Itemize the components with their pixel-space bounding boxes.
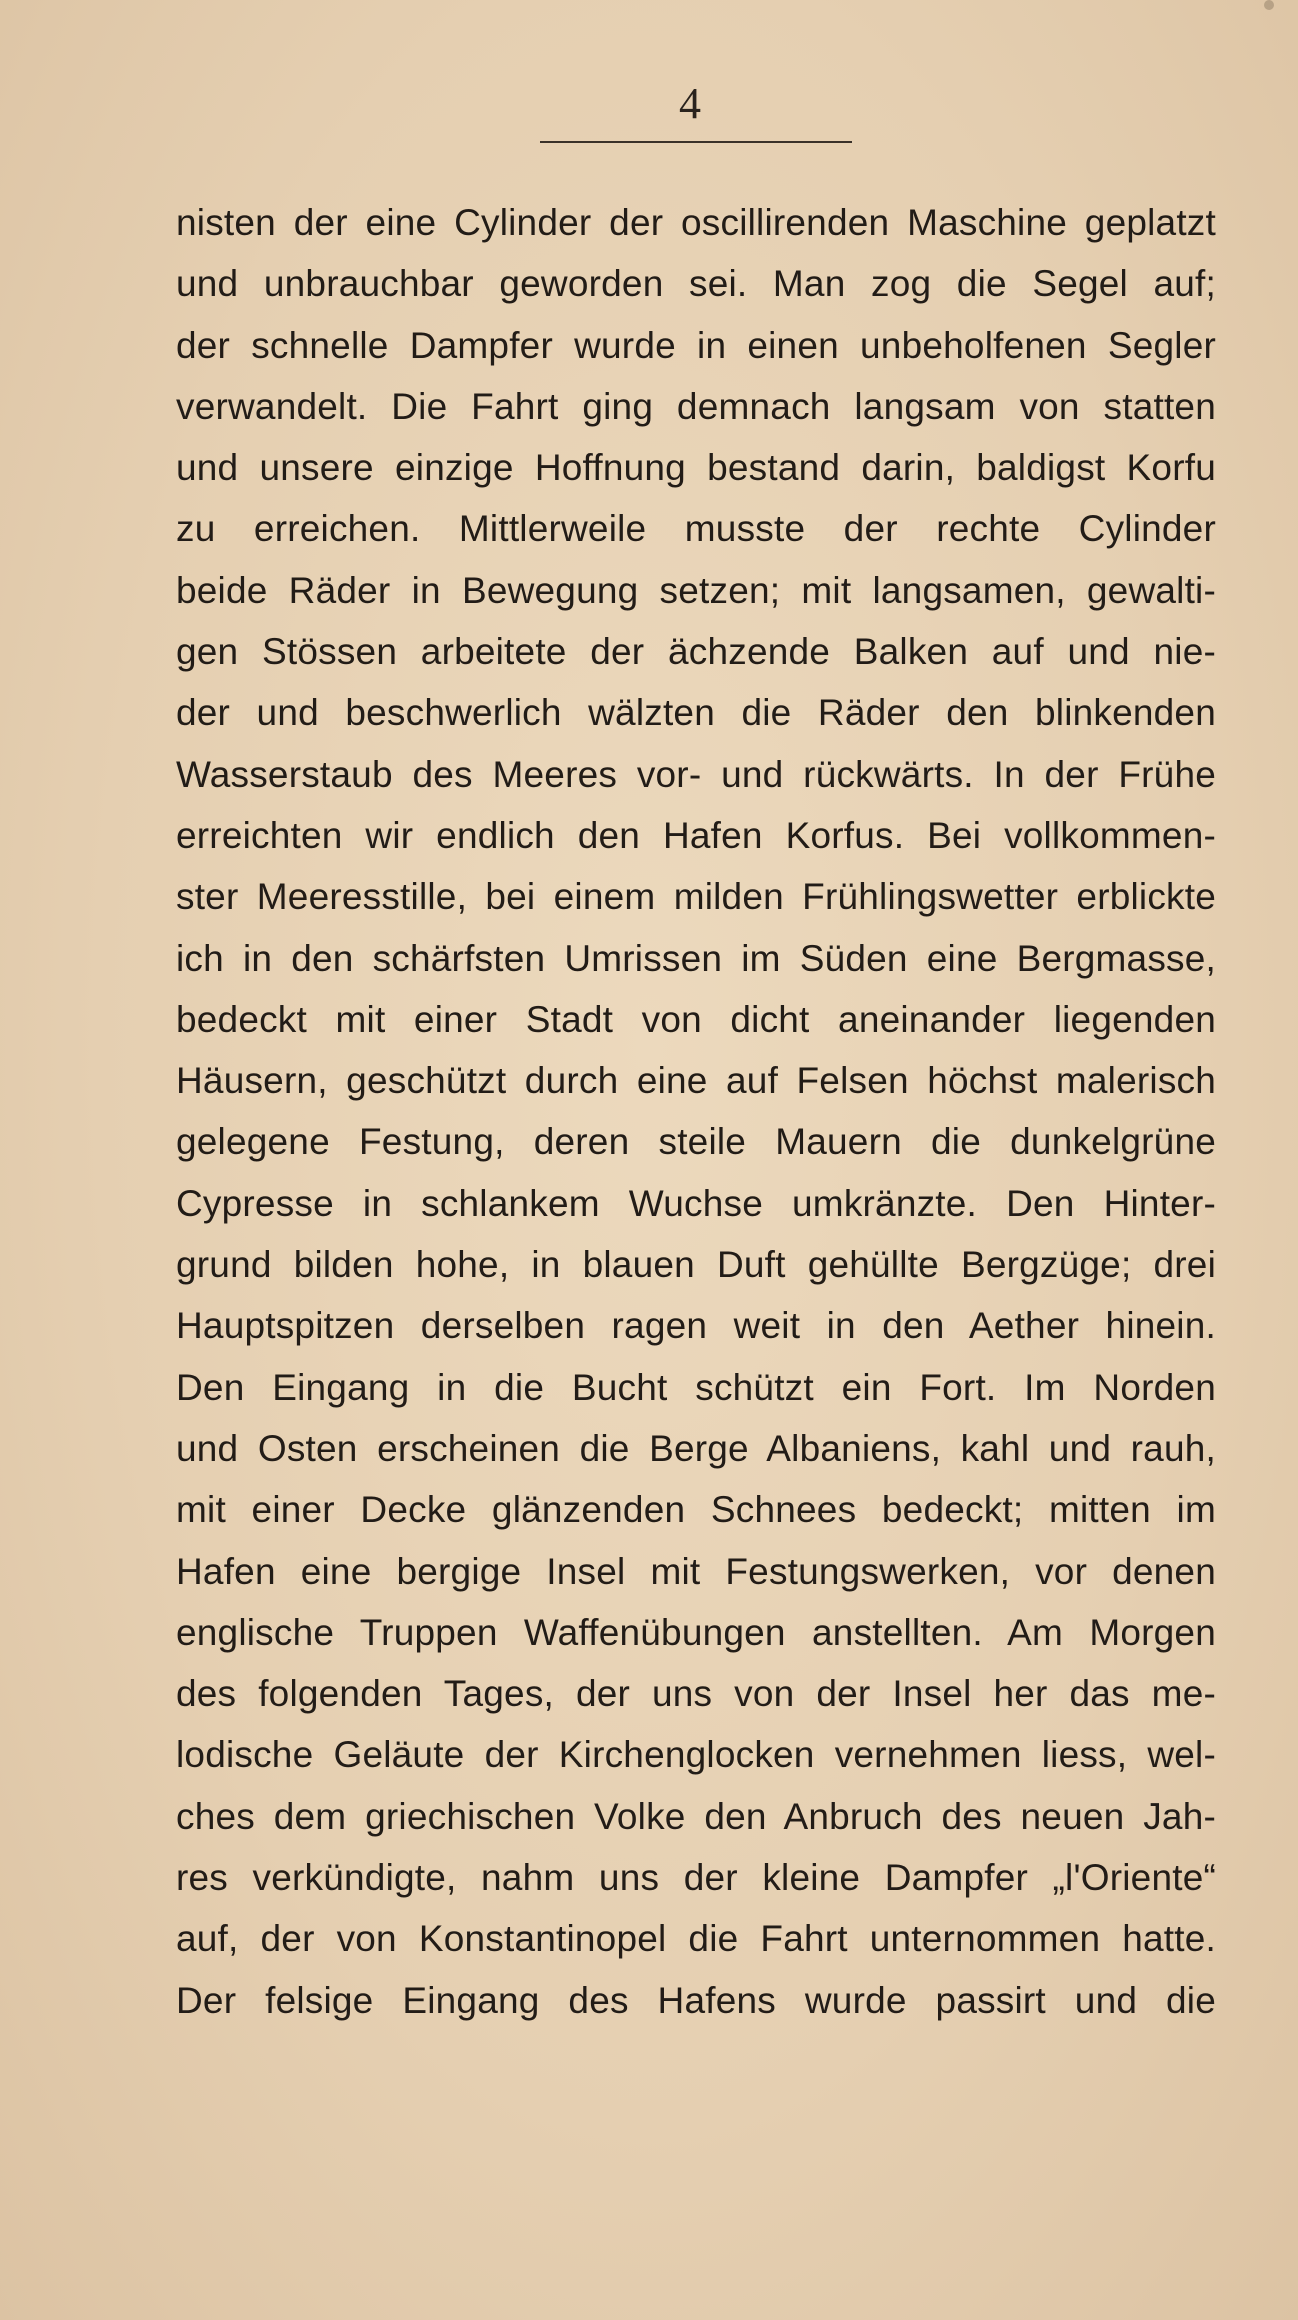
paper-speck — [1264, 0, 1274, 10]
text-line: ster Meeresstille, bei einem milden Frühlingswetter erblickte — [176, 876, 1216, 918]
text-line: erreichten wir endlich den Hafen Korfus. Bei vollkommen- — [176, 814, 1216, 856]
text-line: und Osten erscheinen die Berge Albaniens, kahl und rauh, — [176, 1427, 1216, 1469]
text-line: und unsere einzige Hoffnung bestand darin, baldigst Korfu — [176, 447, 1216, 489]
text-line: und unbrauchbar geworden sei. Man zog die Segel auf; — [176, 263, 1216, 305]
text-line: grund bilden hohe, in blauen Duft gehüllte Bergzüge; drei — [176, 1244, 1216, 1286]
text-line: der schnelle Dampfer wurde in einen unbeholfenen Segler — [176, 324, 1216, 366]
body-text — [176, 192, 1216, 2031]
text-line: Wasserstaub des Meeres vor- und rückwärts. In der Frühe — [176, 753, 1216, 795]
text-line: Der felsige Eingang des Hafens wurde passirt und die — [176, 1979, 1216, 2021]
text-line: ches dem griechischen Volke den Anbruch des neuen Jah- — [176, 1795, 1216, 1837]
text-line: res verkündigte, nahm uns der kleine Dampfer „l'Oriente“ — [176, 1857, 1216, 1899]
header-rule — [540, 141, 852, 143]
page-number: 4 — [679, 79, 701, 128]
text-line: gelegene Festung, deren steile Mauern die dunkelgrüne — [176, 1121, 1216, 1163]
text-line: bedeckt mit einer Stadt von dicht aneinander liegenden — [176, 998, 1216, 1040]
text-line: des folgenden Tages, der uns von der Insel her das me- — [176, 1673, 1216, 1715]
text-line: beide Räder in Bewegung setzen; mit langsamen, gewalti- — [176, 569, 1216, 611]
text-line: Hafen eine bergige Insel mit Festungswerken, vor denen — [176, 1550, 1216, 1592]
text-line: Cypresse in schlankem Wuchse umkränzte. Den Hinter- — [176, 1182, 1216, 1224]
text-line: englische Truppen Waffenübungen anstellten. Am Morgen — [176, 1611, 1216, 1653]
text-line: auf, der von Konstantinopel die Fahrt unternommen hatte. — [176, 1918, 1216, 1960]
text-line: ich in den schärfsten Umrissen im Süden eine Bergmasse, — [176, 937, 1216, 979]
text-line: der und beschwerlich wälzten die Räder den blinkenden — [176, 692, 1216, 734]
text-line: lodische Geläute der Kirchenglocken vernehmen liess, wel- — [176, 1734, 1216, 1776]
text-line: mit einer Decke glänzenden Schnees bedeckt; mitten im — [176, 1489, 1216, 1531]
text-line: Den Eingang in die Bucht schützt ein Fort. Im Norden — [176, 1366, 1216, 1408]
text-line: zu erreichen. Mittlerweile musste der rechte Cylinder — [176, 508, 1216, 550]
text-line: Häusern, geschützt durch eine auf Felsen höchst malerisch — [176, 1060, 1216, 1102]
text-line: verwandelt. Die Fahrt ging demnach langsam von statten — [176, 385, 1216, 427]
text-line: gen Stössen arbeitete der ächzende Balken auf und nie- — [176, 631, 1216, 673]
text-line: nisten der eine Cylinder der oscillirenden Maschine geplatzt — [176, 202, 1216, 243]
text-line: Hauptspitzen derselben ragen weit in den Aether hinein. — [176, 1305, 1216, 1347]
